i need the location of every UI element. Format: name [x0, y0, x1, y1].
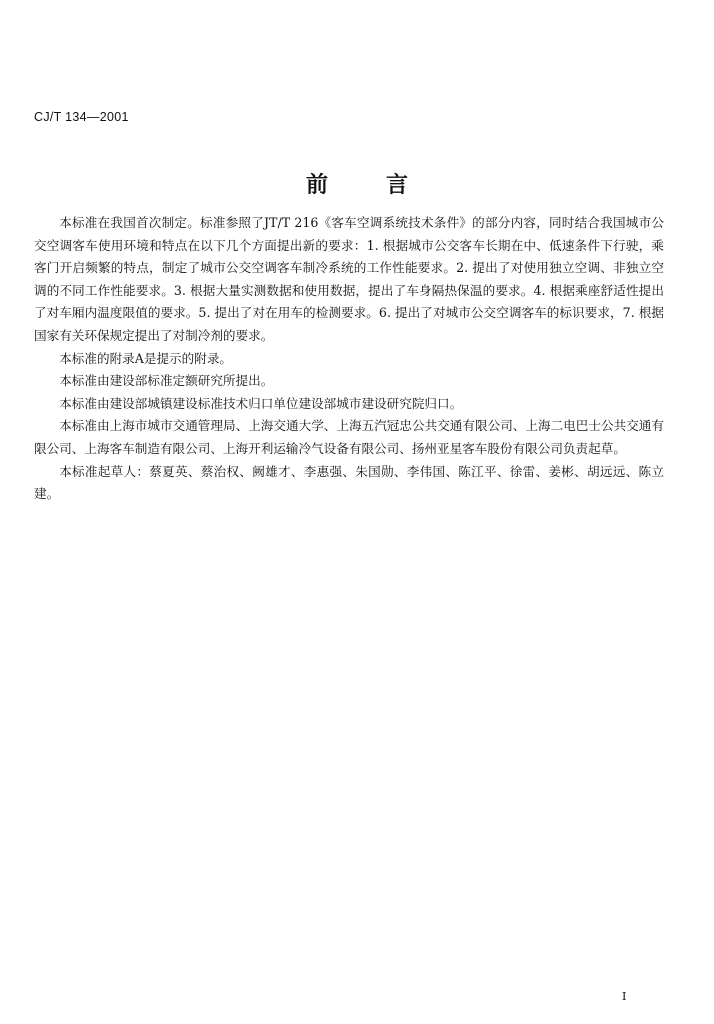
- paragraph-administrator: 本标准由建设部城镇建设标准技术归口单位建设部城市建设研究院归口。: [59, 395, 463, 411]
- standard-code: CJ/T 134—2001: [34, 110, 129, 124]
- paragraph-drafters: 本标准起草人：蔡夏英、蔡治权、阙雄才、李惠强、朱国勋、李伟国、陈江平、徐雷、姜彬、胡远远、陈立建。: [34, 463, 664, 502]
- paragraph-proposer: 本标准由建设部标准定额研究所提出。: [59, 373, 274, 389]
- page-number: I: [622, 990, 627, 1003]
- paragraph-appendix: 本标准的附录A是提示的附录。: [59, 350, 233, 366]
- paragraph-background: 本标准在我国首次制定。标准参照了JT/T 216《客车空调系统技术条件》的部分内容，同时结合我国城市公交空调客车使用环境和特点在以下几个方面提出新的要求：1. 根据城市公交客车长期在中、低速条件下行驶，乘客门开启频繁的特点，制定了城市公交空调客车制冷系统的工作性能要求。2. 提出了对使用独立空调、非独立空调的不同工作性能要求。3. 根据大量实测数据和使用数据，提出了车身隔热保温的要求。4. 根据乘座舒适性提出了对车厢内温度限值的要求。5. 提出了对在用车的检测要求。6. 提出了对城市公交空调客车的标识要求，7. 根据国家有关环保规定提出了对制冷剂的要求。: [34, 215, 664, 343]
- paragraph-drafting-units: 本标准由上海市城市交通管理局、上海交通大学、上海五汽冠忠公共交通有限公司、上海二电巴士公共交通有限公司、上海客车制造有限公司、上海开利运输冷气设备有限公司、扬州亚星客车股份有限公司负责起草。: [34, 418, 664, 456]
- page-title: 前言: [305, 172, 466, 198]
- foreword-body: [34, 212, 664, 506]
